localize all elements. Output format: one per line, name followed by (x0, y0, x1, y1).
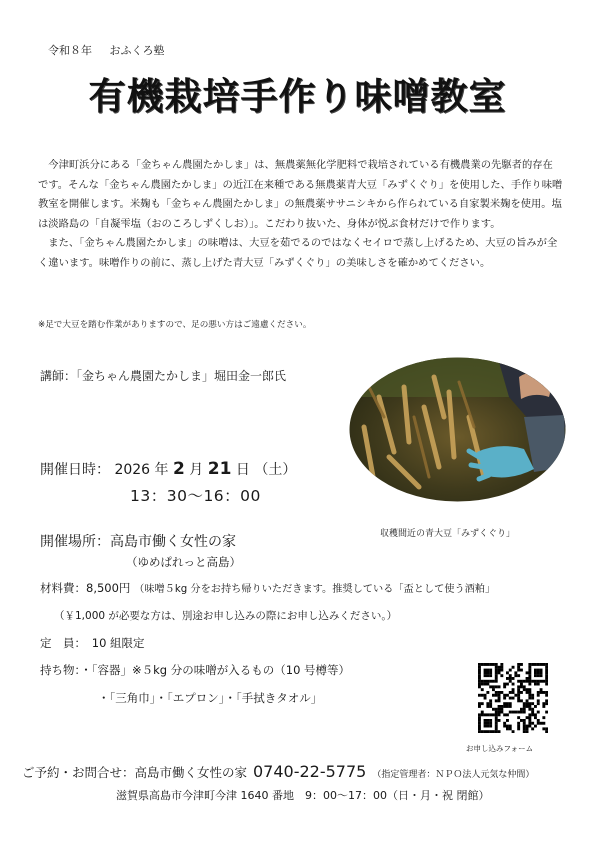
date-label: 開催日時： (40, 462, 110, 478)
intro-paragraph: 今津町浜分にある「金ちゃん農園たかしま」は、無農薬無化学肥料で栽培されている有機農業の先駆者的存在です。そんな「金ちゃん農園たかしま」の近江在来種である無農薬青大豆「みずくぐり」を使用した、手作り味噌教室を開催します。米麹も「金ちゃん農園たかしま」の無農薬ササニシキから作られている自家製米麹を使用。塩は淡路島の「自凝雫塩（おのころしずくしお）」。こだわり抜いた、身体が悦ぶ食材だけで作ります。 (38, 159, 563, 230)
phone-number: 0740-22-5775 (253, 762, 367, 781)
event-time: 13：30〜16：00 (130, 487, 261, 505)
photo-caption: 収穫間近の青大豆「みずくぐり」 (380, 529, 516, 539)
venue-name: 高島市働く女性の家 (110, 534, 236, 550)
footwork-note: ※足で大豆を踏む作業がありますので、足の悪い方はご遠慮ください。 (38, 320, 312, 330)
fee-detail: （味噌５kg 分をお持ち帰りいただきます。推奨している「盃として使う酒粕」 (134, 584, 496, 595)
bring-items-line-1: 持ち物：・「容器」※５kg 分の味噌が入るもの（10 号樽等） (40, 663, 351, 677)
qr-caption: お申し込みフォーム (466, 744, 534, 753)
soybean-photo (349, 357, 566, 502)
fee-note: （￥1,000 が必要な方は、別途お申し込みの際にお申し込みください。） (54, 610, 398, 622)
date-year: 2026 年 (114, 462, 169, 478)
contact-label: ご予約・お問合せ：高島市働く女性の家 (22, 765, 248, 780)
material-fee (40, 580, 495, 596)
qr-code[interactable] (478, 663, 548, 733)
contact-line (22, 762, 534, 781)
event-venue (40, 531, 236, 551)
venue-subtitle: （ゆめぱれっと高島） (126, 555, 241, 569)
fee-label: 材料費：8,500円 (40, 581, 131, 595)
header-line (48, 42, 179, 58)
date-day-unit: 日 (235, 462, 250, 478)
event-date (40, 459, 296, 479)
date-month: 2 (173, 459, 185, 479)
page-title: 有機栽培手作り味噌教室 (88, 74, 507, 118)
intro-paragraph: また、「金ちゃん農園たかしま」の味噌は、大豆を茹でるのではなくセイロで蒸し上げるため、大豆の旨みが全く違います。味噌作りの前に、蒸し上げた青大豆「みずくぐり」の美味しさを確かめてください。 (38, 237, 558, 269)
managing-org: （指定管理者：ＮＰＯ法人元気な仲間） (372, 770, 535, 780)
era-label: 令和８年 (48, 44, 92, 57)
school-name: おふくろ塾 (109, 44, 165, 57)
date-day: 21 (207, 459, 232, 479)
address-line: 滋賀県高島市今津町今津 1640 番地 9：00〜17：00（日・月・祝 閉館） (116, 789, 490, 802)
lecturer-line: 講師：「金ちゃん農園たかしま」堀田金一郎氏 (40, 369, 287, 383)
venue-label: 開催場所： (40, 534, 110, 550)
capacity-line: 定 員： 10 組限定 (40, 636, 145, 650)
date-weekday: （土） (254, 462, 297, 478)
date-month-unit: 月 (189, 462, 204, 478)
bring-items-line-2: ・「三角巾」・「エプロン」・「手拭きタオル」 (98, 691, 323, 705)
intro-text (38, 156, 563, 274)
